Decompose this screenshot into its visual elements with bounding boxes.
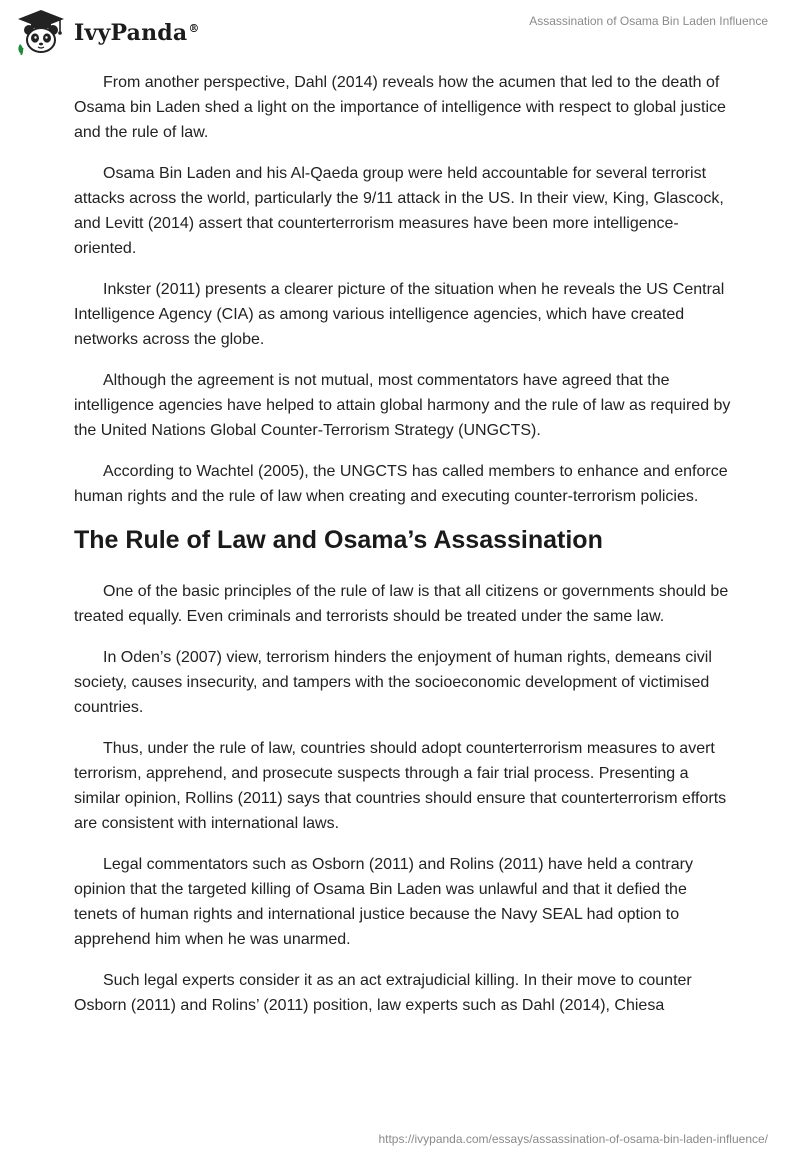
registered-mark: ®	[188, 21, 200, 35]
panda-graduate-icon	[14, 8, 68, 58]
paragraph: One of the basic principles of the rule of law is that all citizens or governments should be treated equally. Even criminals and terrorists should be treated under the same law.	[74, 583, 729, 625]
paragraph: Inkster (2011) presents a clearer picture of the situation when he reveals the US Central Intelligence Agency (CIA) as among various intelligence agencies, which have created networks across the globe.	[74, 281, 725, 348]
page-title: Assassination of Osama Bin Laden Influence	[529, 14, 768, 28]
article-body	[74, 70, 734, 1034]
brand-name: IvyPanda®	[74, 20, 200, 46]
paragraph: From another perspective, Dahl (2014) reveals how the acumen that led to the death of Osama bin Laden shed a light on the importance of intelligence with respect to global justice and the rule of law.	[74, 74, 726, 141]
paragraph: Thus, under the rule of law, countries should adopt counterterrorism measures to avert terrorism, apprehend, and prosecute suspects through a fair trial process. Presenting a similar opinion, Rollins (2011) says that countries should ensure that counterterrorism efforts are consistent with international laws.	[74, 740, 727, 832]
page-header	[0, 0, 800, 66]
paragraph: Legal commentators such as Osborn (2011) and Rolins (2011) have held a contrary opinion that the targeted killing of Osama Bin Laden was unlawful and that it defied the tenets of human rights and international justice because the Navy SEAL had option to apprehend him when he was unarmed.	[74, 856, 693, 948]
paragraph: In Oden’s (2007) view, terrorism hinders the enjoyment of human rights, demeans civil society, causes insecurity, and tampers with the socioeconomic development of victimised countries.	[74, 649, 712, 716]
paragraph: Osama Bin Laden and his Al-Qaeda group were held accountable for several terrorist attacks across the world, particularly the 9/11 attack in the US. In their view, King, Glascock, and Levitt (2014) assert that counterterrorism measures have been more intelligence-oriented.	[74, 165, 724, 257]
source-url[interactable]: https://ivypanda.com/essays/assassination-of-osama-bin-laden-influence/	[378, 1132, 768, 1146]
section-heading: The Rule of Law and Osama’s Assassination	[74, 526, 603, 554]
paragraph: Although the agreement is not mutual, most commentators have agreed that the intelligence agencies have helped to attain global harmony and the rule of law as required by the United Nations Global Counter-Terrorism Strategy (UNGCTS).	[74, 372, 731, 439]
paragraph: According to Wachtel (2005), the UNGCTS has called members to enhance and enforce human rights and the rule of law when creating and executing counter-terrorism policies.	[74, 463, 728, 505]
paragraph: Such legal experts consider it as an act extrajudicial killing. In their move to counter Osborn (2011) and Rolins’ (2011) position, law experts such as Dahl (2014), Chiesa	[74, 972, 692, 1014]
ivypanda-logo[interactable]	[14, 8, 200, 58]
